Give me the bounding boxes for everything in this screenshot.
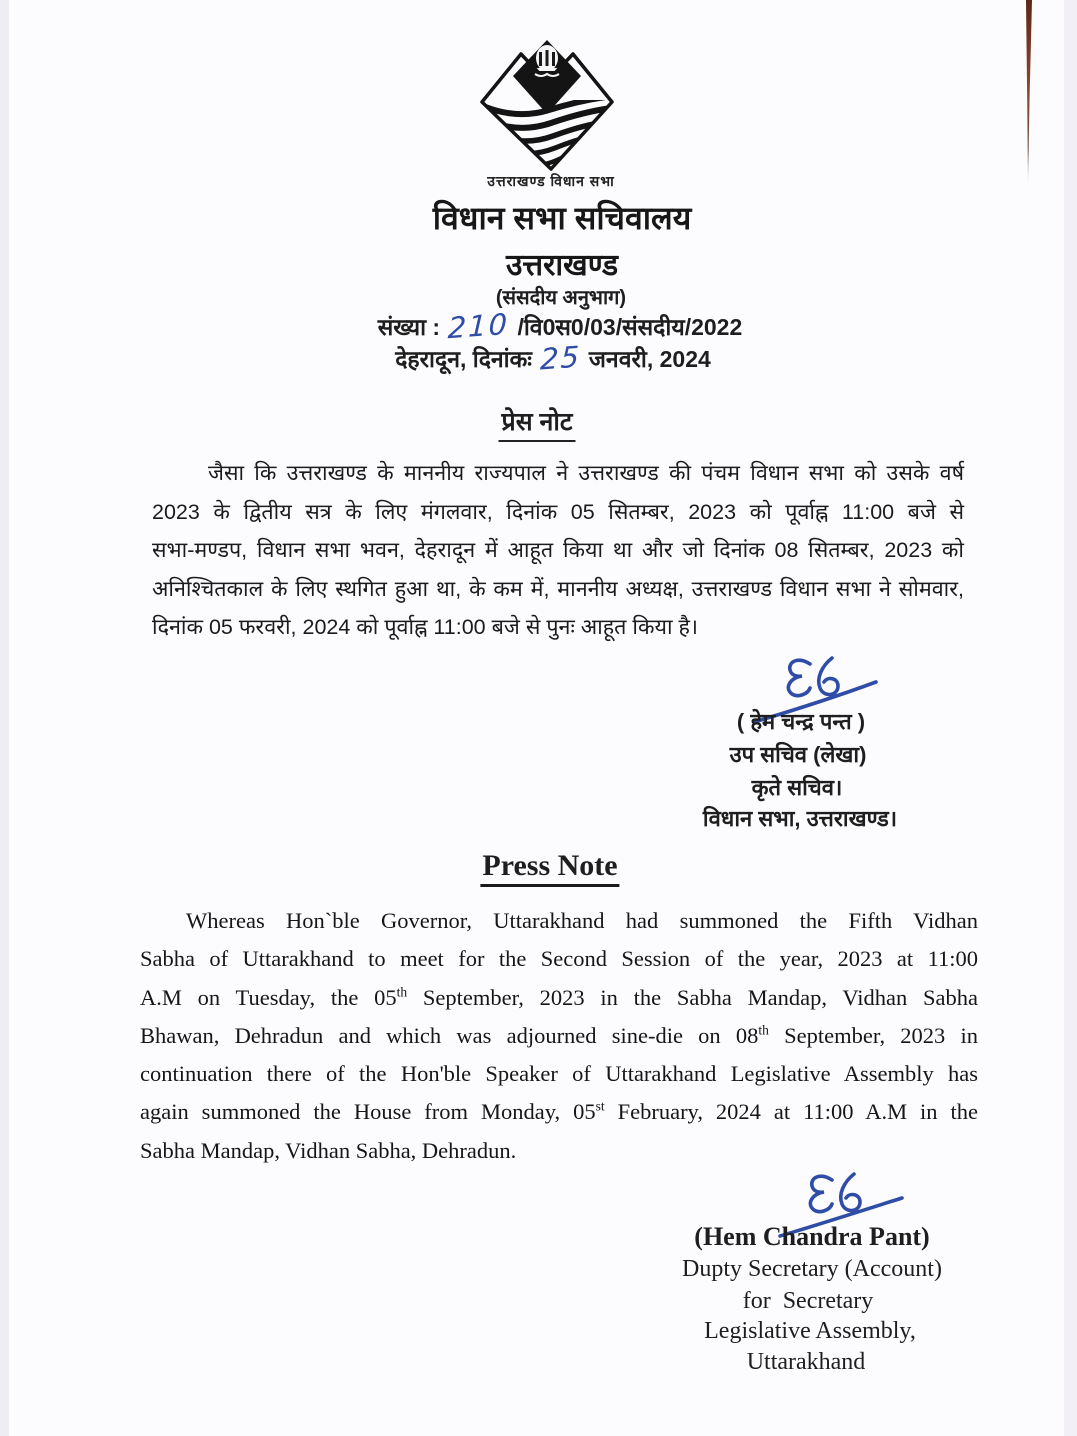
english-paragraph-line (140, 1023, 978, 1061)
english-signatory-org: Legislative Assembly, (704, 1318, 916, 1344)
english-signatory-state: Uttarakhand (746, 1349, 866, 1375)
english-paragraph (140, 908, 978, 1176)
ref-label: संख्या : (377, 314, 441, 340)
line-segment: February, 2024 at 11:00 A.M in the (604, 1099, 979, 1125)
hindi-paragraph-line: सभा-मण्डप, विधान सभा भवन, देहरादून में आहूत किया था और जो दिनांक 08 सितम्बर, 2023 को (152, 538, 964, 563)
hindi-paragraph (152, 458, 964, 651)
line-segment: September, 2023 in (768, 1022, 978, 1048)
english-paragraph-line: Sabha Mandap, Vidhan Sabha, Dehradun. (140, 1137, 517, 1163)
reference-number-line (377, 306, 743, 346)
english-paragraph-line (140, 985, 978, 1023)
dateline-prefix: देहरादून, दिनांकः (395, 346, 532, 372)
place-date-line (395, 339, 711, 377)
line-segment: A.M on Tuesday, the 05 (140, 984, 397, 1010)
english-paragraph-line: Sabha of Uttarakhand to meet for the Second Session of the year, 2023 at 11:00 (140, 946, 978, 972)
hindi-signatory-name: ( हेम चन्द्र पन्त ) (736, 709, 866, 734)
hindi-paragraph-line: जैसा कि उत्तराखण्ड के माननीय राज्यपाल ने उत्तराखण्ड की पंचम विधान सभा को उसके वर्ष (208, 461, 964, 485)
org-name-state: उत्तराखण्ड (505, 249, 619, 282)
date-day-handwritten: 25 (539, 339, 582, 377)
hindi-paragraph-line: 2023 के द्वितीय सत्र के लिए मंगलवार, दिनांक 05 सितम्बर, 2023 को पूर्वाह्न 11:00 बजे से (152, 499, 964, 524)
emblem-caption: उत्तराखण्ड विधान सभा (487, 173, 615, 189)
hindi-signatory-for-line: कृते सचिव। (751, 775, 843, 800)
ref-number-handwritten: 210 (447, 306, 510, 346)
hindi-paragraph-line: अनिश्चितकाल के लिए स्थगित हुआ था, के कम में, माननीय अध्यक्ष, उत्तराखण्ड विधान सभा ने सोमवार, (152, 576, 964, 601)
ref-series: /वि0स0/03/संसदीय/2022 (517, 314, 743, 340)
hindi-paragraph-line: दिनांक 05 फरवरी, 2024 को पूर्वाह्न 11:00 बजे से पुनः आहूत किया है। (152, 615, 699, 640)
ordinal-superscript: th (396, 984, 408, 1000)
line-segment: again summoned the House from Monday, 05 (140, 1099, 596, 1125)
ordinal-superscript: th (758, 1022, 769, 1038)
english-press-note-heading: Press Note (480, 849, 619, 887)
org-section: (संसदीय अनुभाग) (495, 287, 627, 309)
english-signatory-for-line: for Secretary (742, 1288, 874, 1314)
english-paragraph-line: continuation there of the Hon'ble Speaker of Uttarakhand Legislative Assembly has (140, 1061, 978, 1087)
english-paragraph-line (140, 1099, 978, 1137)
hindi-press-note-heading: प्रेस नोट (498, 404, 575, 442)
english-signatory-designation: Dupty Secretary (Account) (682, 1256, 942, 1282)
hindi-signatory-org: विधान सभा, उत्तराखण्ड। (702, 806, 898, 831)
dateline-rest: जनवरी, 2024 (588, 346, 711, 372)
scan-edge-left (0, 0, 9, 1436)
scan-edge-right (1064, 0, 1077, 1436)
line-segment: September, 2023 in the Sabha Mandap, Vidhan Sabha (407, 984, 978, 1010)
english-paragraph-line: Whereas Hon`ble Governor, Uttarakhand had summoned the Fifth Vidhan (186, 908, 978, 933)
hindi-signatory-designation: उप सचिव (लेखा) (729, 742, 867, 767)
org-name-secretariat: विधान सभा सचिवालय (432, 200, 692, 236)
english-signatory-name: (Hem Chandra Pant) (694, 1222, 930, 1251)
uttarakhand-assembly-emblem-icon (477, 38, 617, 174)
paper-crease-mark (1018, 0, 1040, 195)
ordinal-superscript: st (595, 1098, 605, 1114)
line-segment: Bhawan, Dehradun and which was adjourned sine-die on 08 (140, 1022, 759, 1048)
